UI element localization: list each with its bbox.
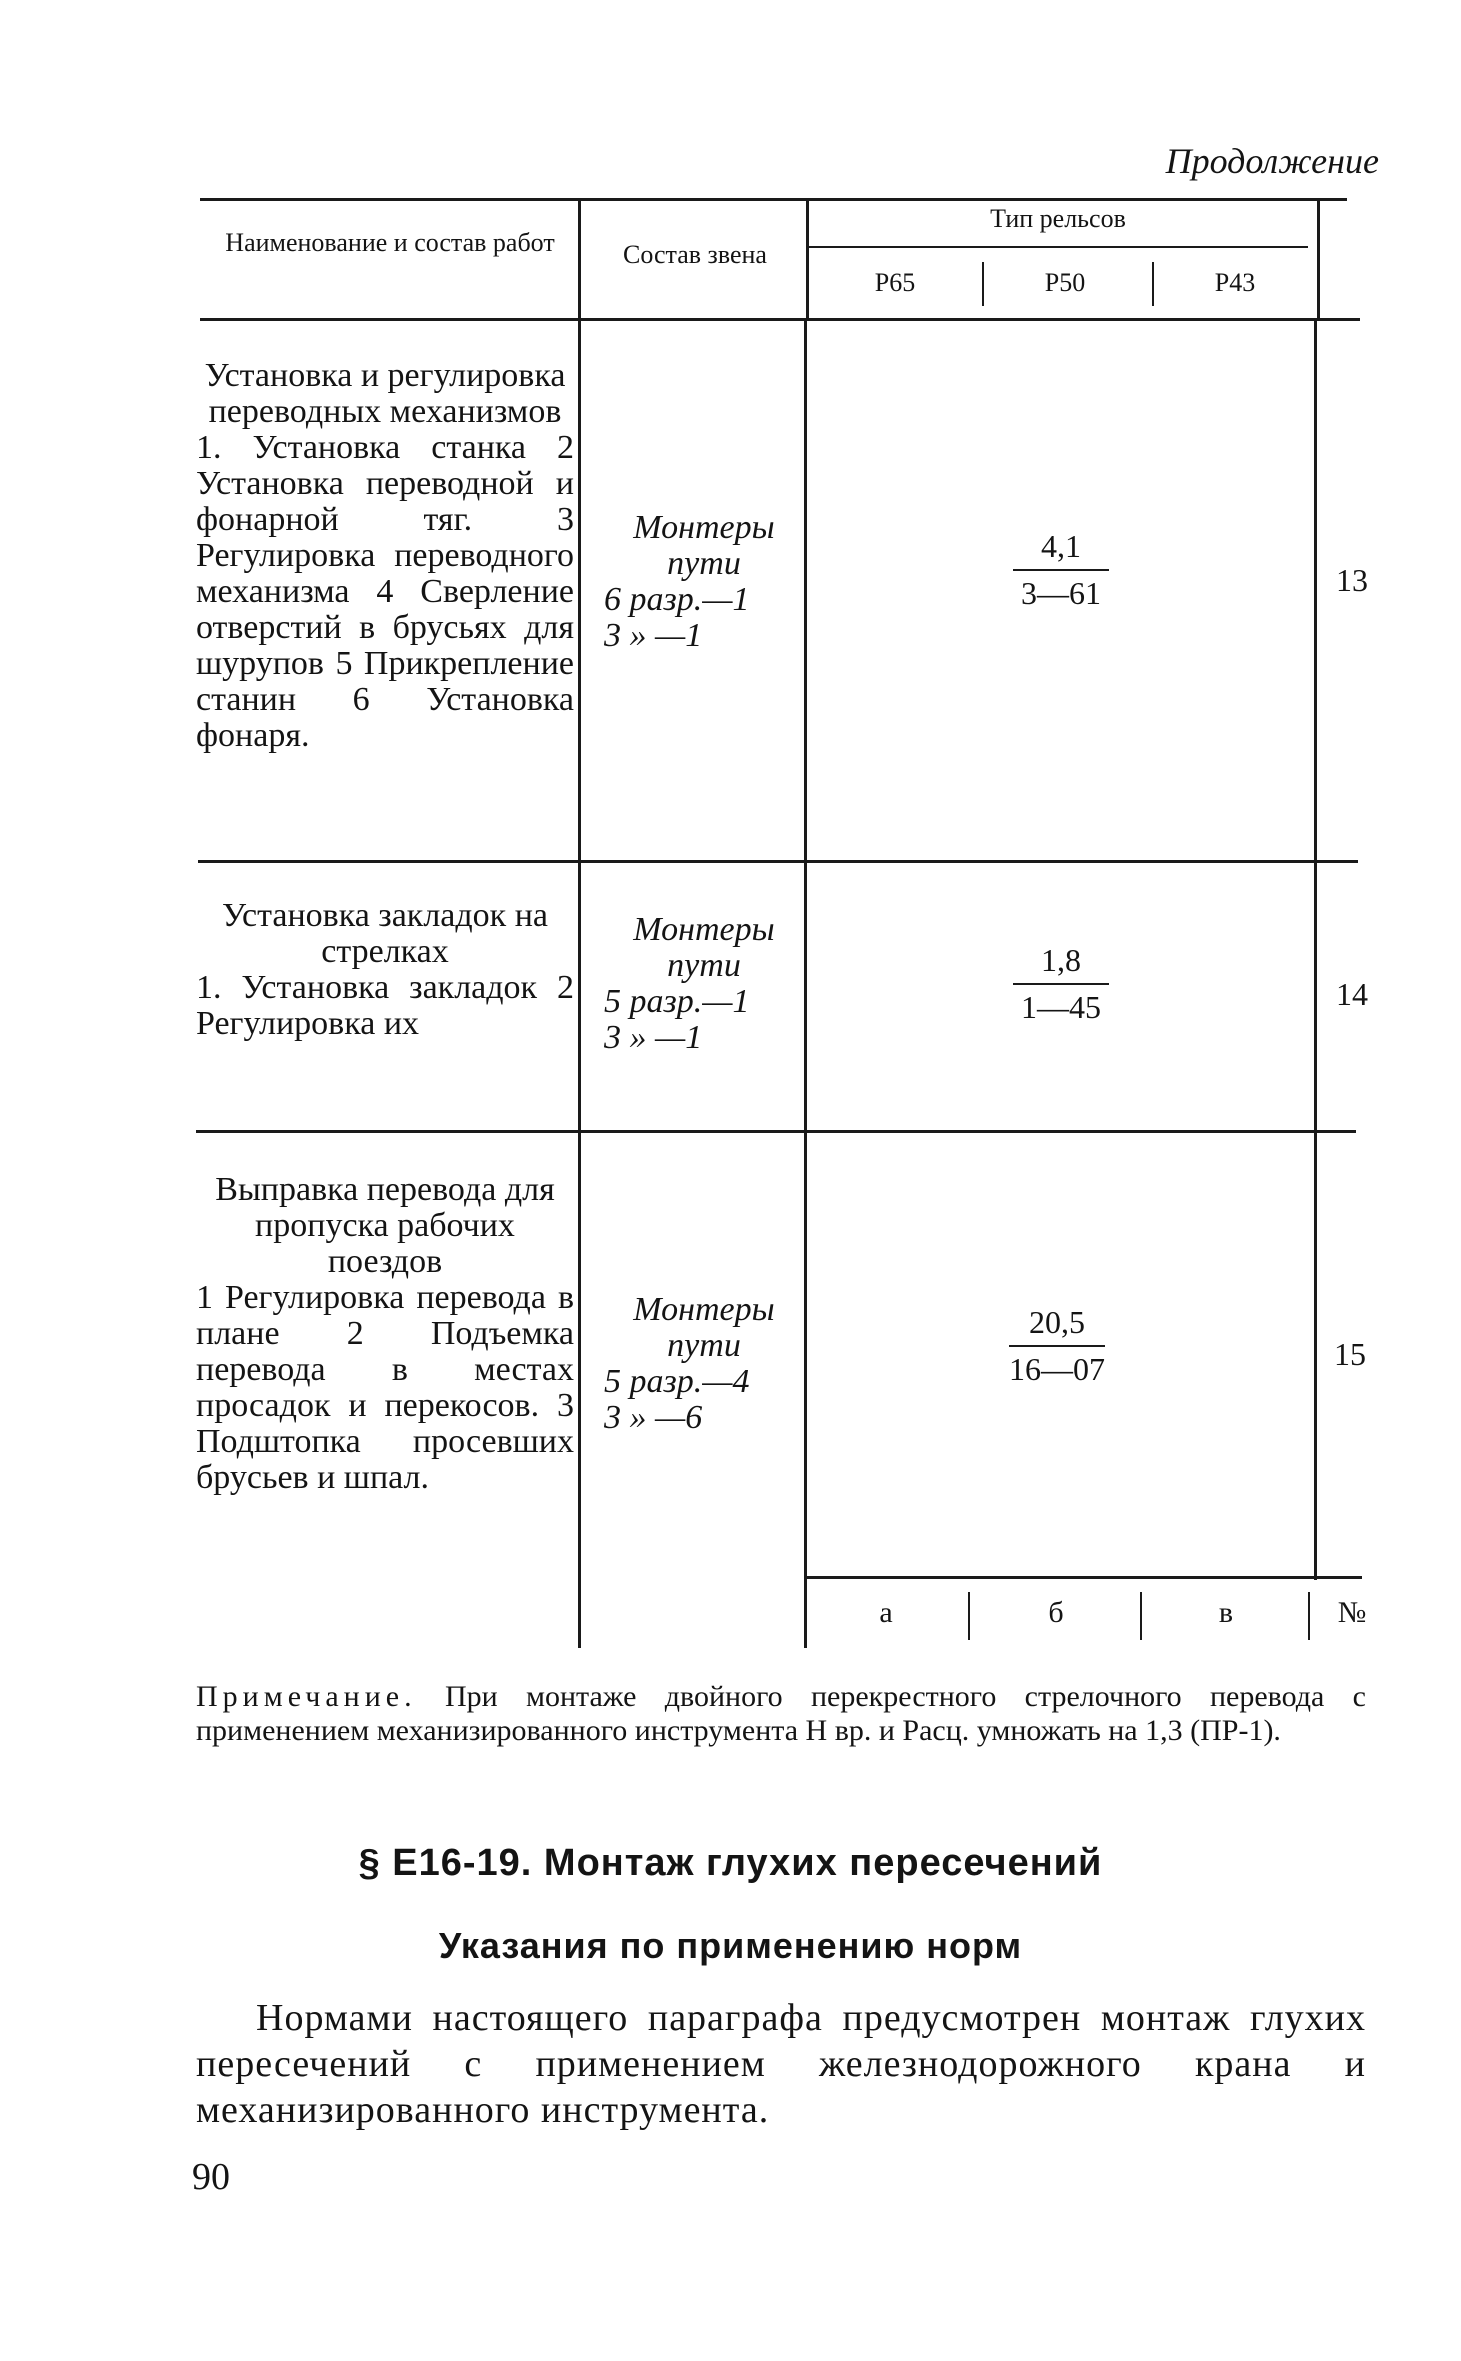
body-paragraph: Нормами настоящего параграфа предусмотрен монтаж глухих пересечений с применением железнодорожного крана и механизированного инструмента. [196,1997,1366,2131]
norm-fraction [986,942,1136,1026]
crew-cell [604,912,804,1056]
header-rail-p43: Р43 [1214,268,1256,297]
work-title: Установка и регулировка переводных механизмов [204,357,566,430]
norm-fraction [986,528,1136,612]
header-rail-type: Тип рельсов [990,204,1126,233]
section-title: § Е16-19. Монтаж глухих пересечений [358,1842,1103,1884]
footer-label-b: б [1048,1596,1064,1629]
crew-line: пути [667,1327,741,1364]
row-number: 15 [1334,1336,1366,1372]
price-value: 16—07 [1009,1351,1105,1387]
crew-line: пути [667,545,741,582]
work-title: Выправка перевода для пропуска рабочих поездов [215,1171,555,1280]
crew-line: пути [667,947,741,984]
norm-time: 20,5 [1029,1304,1085,1340]
crew-line: 5 разр.—1 [604,983,750,1020]
work-body: 1 Регулировка перевода в плане 2 Подъемка перевода в местах просадок и перекосов. 3 Подштопка просевших брусьев и шпал. [196,1279,574,1496]
crew-line: 3 » —1 [604,1019,703,1056]
header-crew: Состав звена [623,240,767,269]
table-row [196,898,574,1042]
work-body: 1. Установка закладок 2 Регулировка их [196,969,574,1042]
header-rail-p50: Р50 [1044,268,1086,297]
crew-line: Монтеры [633,509,775,546]
norm-time: 4,1 [1041,528,1081,564]
crew-line: Монтеры [633,911,775,948]
table-row [196,1172,574,1496]
continuation-label: Продолжение [1165,141,1379,181]
crew-cell [604,510,804,654]
note-text: При монтаже двойного перекрестного стрелочного перевода с применением механизированного инструмента Н вр. и Расц. умножать на 1,3 (ПР-1). [196,1680,1366,1747]
section-subtitle: Указания по применению норм [438,1925,1023,1966]
price-value: 1—45 [1021,989,1101,1025]
footer-label-no: № [1337,1596,1367,1629]
note-label: Примечание. [196,1680,417,1713]
row-number: 14 [1336,976,1368,1012]
crew-line: 3 » —1 [604,617,703,654]
header-work: Наименование и состав работ [225,228,555,257]
header-rail-p65: Р65 [874,268,916,297]
table-note [196,1680,1366,1748]
footer-label-v: в [1218,1596,1234,1629]
footer-label-a: а [879,1596,893,1629]
table-row [196,358,574,754]
price-value: 3—61 [1021,575,1101,611]
crew-line: 5 разр.—4 [604,1363,750,1400]
row-number: 13 [1336,562,1368,598]
work-title: Установка закладок на стрелках [222,897,548,970]
crew-line: 3 » —6 [604,1399,703,1436]
work-body: 1. Установка станка 2 Установка переводной и фонарной тяг. 3 Регулировка переводного механизма 4 Сверление отверстий в брусьях для шурупов 5 Прикрепление станин 6 Установка фонаря. [196,429,574,754]
crew-cell [604,1292,804,1436]
norm-fraction [982,1304,1132,1388]
crew-line: 6 разр.—1 [604,581,750,618]
page-number: 90 [192,2156,230,2198]
norm-time: 1,8 [1041,942,1081,978]
crew-line: Монтеры [633,1291,775,1328]
